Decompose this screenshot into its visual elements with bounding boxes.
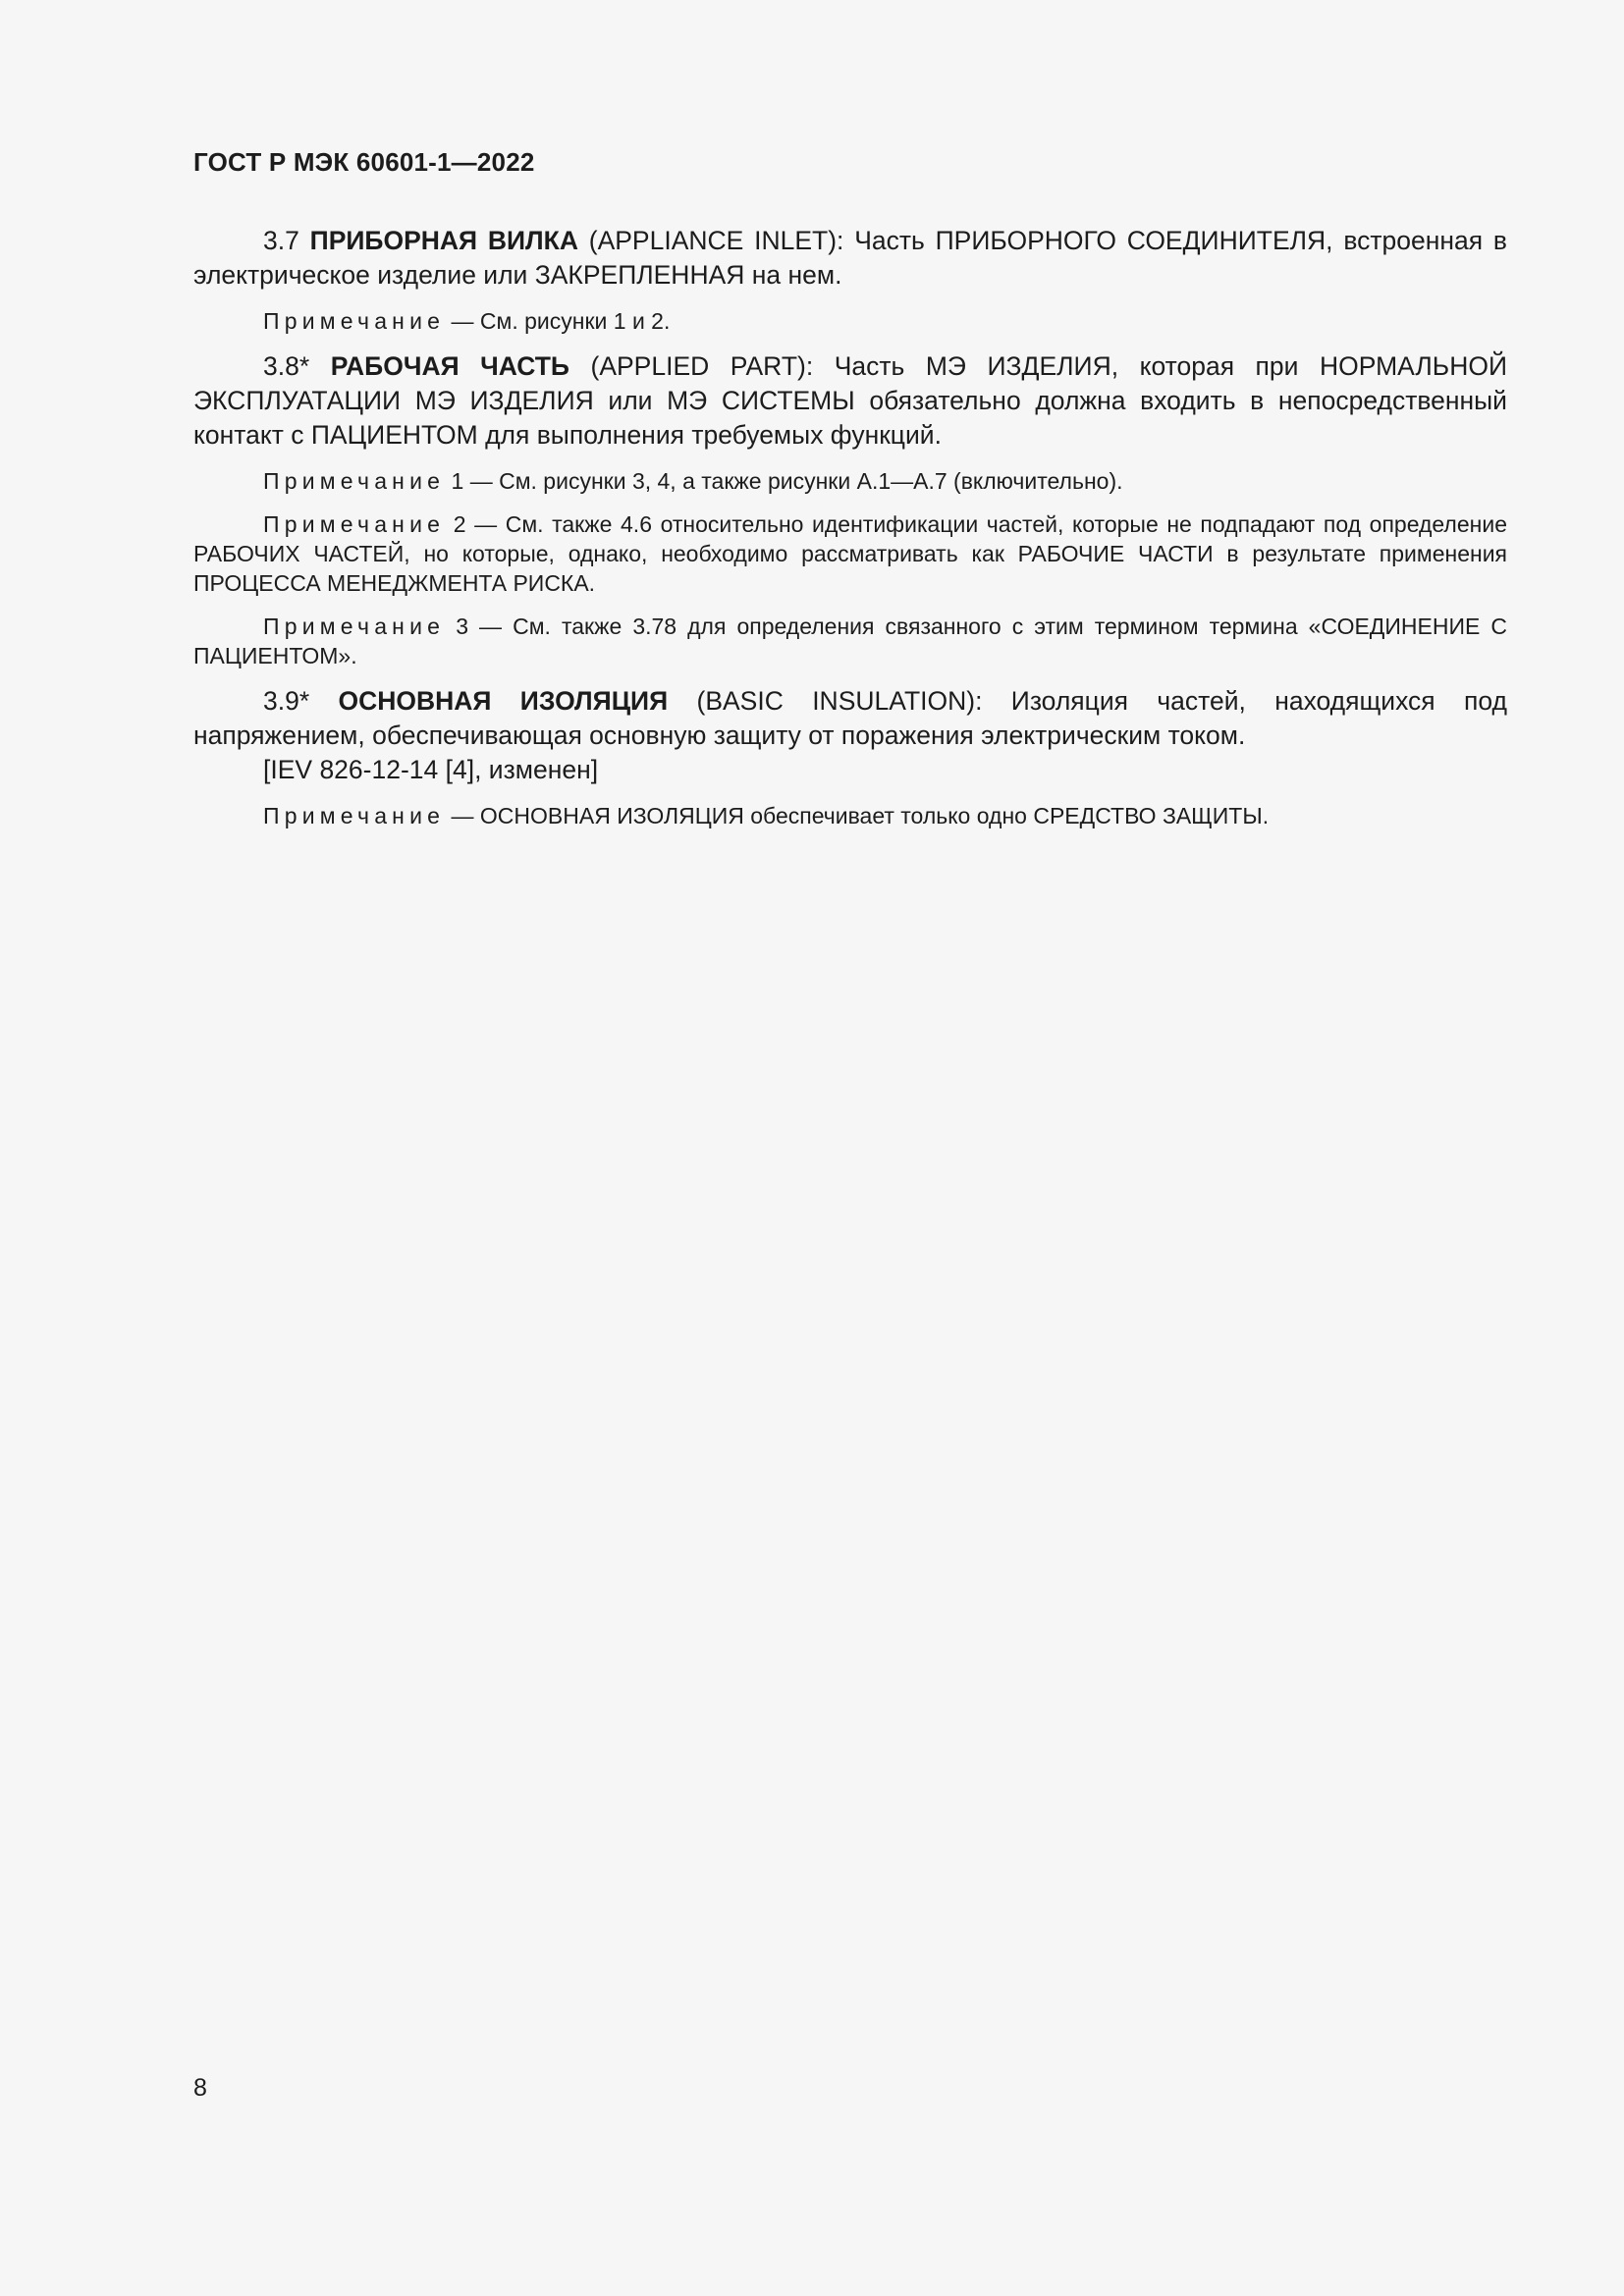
note-label: Примечание <box>263 803 446 828</box>
clause-3-7 <box>193 224 1507 293</box>
clause-term: РАБОЧАЯ ЧАСТЬ <box>330 351 569 381</box>
clause-text: (APPLIANCE INLET): Часть ПРИБОРНОГО СОЕДИНИТЕЛЯ, встроенная в электрическое изделие или ЗАКРЕПЛЕННАЯ на нем. <box>193 226 1507 290</box>
note-label: Примечание <box>263 511 446 537</box>
clause-text: (APPLIED PART): Часть МЭ ИЗДЕЛИЯ, которая при НОРМАЛЬНОЙ ЭКСПЛУАТАЦИИ МЭ ИЗДЕЛИЯ или МЭ СИСТЕМЫ обязательно должна входить в непосредственный контакт с ПАЦИЕНТОМ для выполнения требуемых функций. <box>193 351 1507 450</box>
clause-3-9 <box>193 684 1507 753</box>
note-label: Примечание <box>263 468 446 494</box>
document-body <box>193 224 1507 844</box>
note-3-8-1 <box>193 466 1507 496</box>
note-text: 3 — См. также 3.78 для определения связанного с этим термином термина «СОЕДИНЕНИЕ С ПАЦИЕНТОМ». <box>193 614 1507 668</box>
note-text: — ОСНОВНАЯ ИЗОЛЯЦИЯ обеспечивает только одно СРЕДСТВО ЗАЩИТЫ. <box>451 803 1270 828</box>
clause-number: 3.9* <box>263 686 310 716</box>
clause-number: 3.8* <box>263 351 310 381</box>
note-label: Примечание <box>263 308 446 334</box>
note-text: 1 — См. рисунки 3, 4, а также рисунки А.1—А.7 (включительно). <box>451 468 1123 494</box>
clause-3-8 <box>193 349 1507 453</box>
note-3-8-2 <box>193 509 1507 598</box>
page-number: 8 <box>193 2074 207 2102</box>
note-text: 2 — См. также 4.6 относительно идентификации частей, которые не подпадают под определение РАБОЧИХ ЧАСТЕЙ, но которые, однако, необходимо рассматривать как РАБОЧИЕ ЧАСТИ в результате применения ПРОЦЕССА МЕНЕДЖМЕНТА РИСКА. <box>193 511 1507 596</box>
clause-number: 3.7 <box>263 226 299 255</box>
clause-text: (BASIC INSULATION): Изоляция частей, находящихся под напряжением, обеспечивающая основную защиту от поражения электрическим током. <box>193 686 1507 750</box>
clause-reference: [IEV 826-12-14 [4], изменен] <box>263 755 599 784</box>
note-label: Примечание <box>263 614 446 639</box>
document-header: ГОСТ Р МЭК 60601-1—2022 <box>193 147 535 177</box>
note-3-7 <box>193 306 1507 336</box>
note-3-9 <box>193 801 1507 830</box>
note-3-8-3 <box>193 612 1507 670</box>
note-text: — См. рисунки 1 и 2. <box>451 308 671 334</box>
clause-term: ОСНОВНАЯ ИЗОЛЯЦИЯ <box>338 686 669 716</box>
clause-term: ПРИБОРНАЯ ВИЛКА <box>309 226 578 255</box>
